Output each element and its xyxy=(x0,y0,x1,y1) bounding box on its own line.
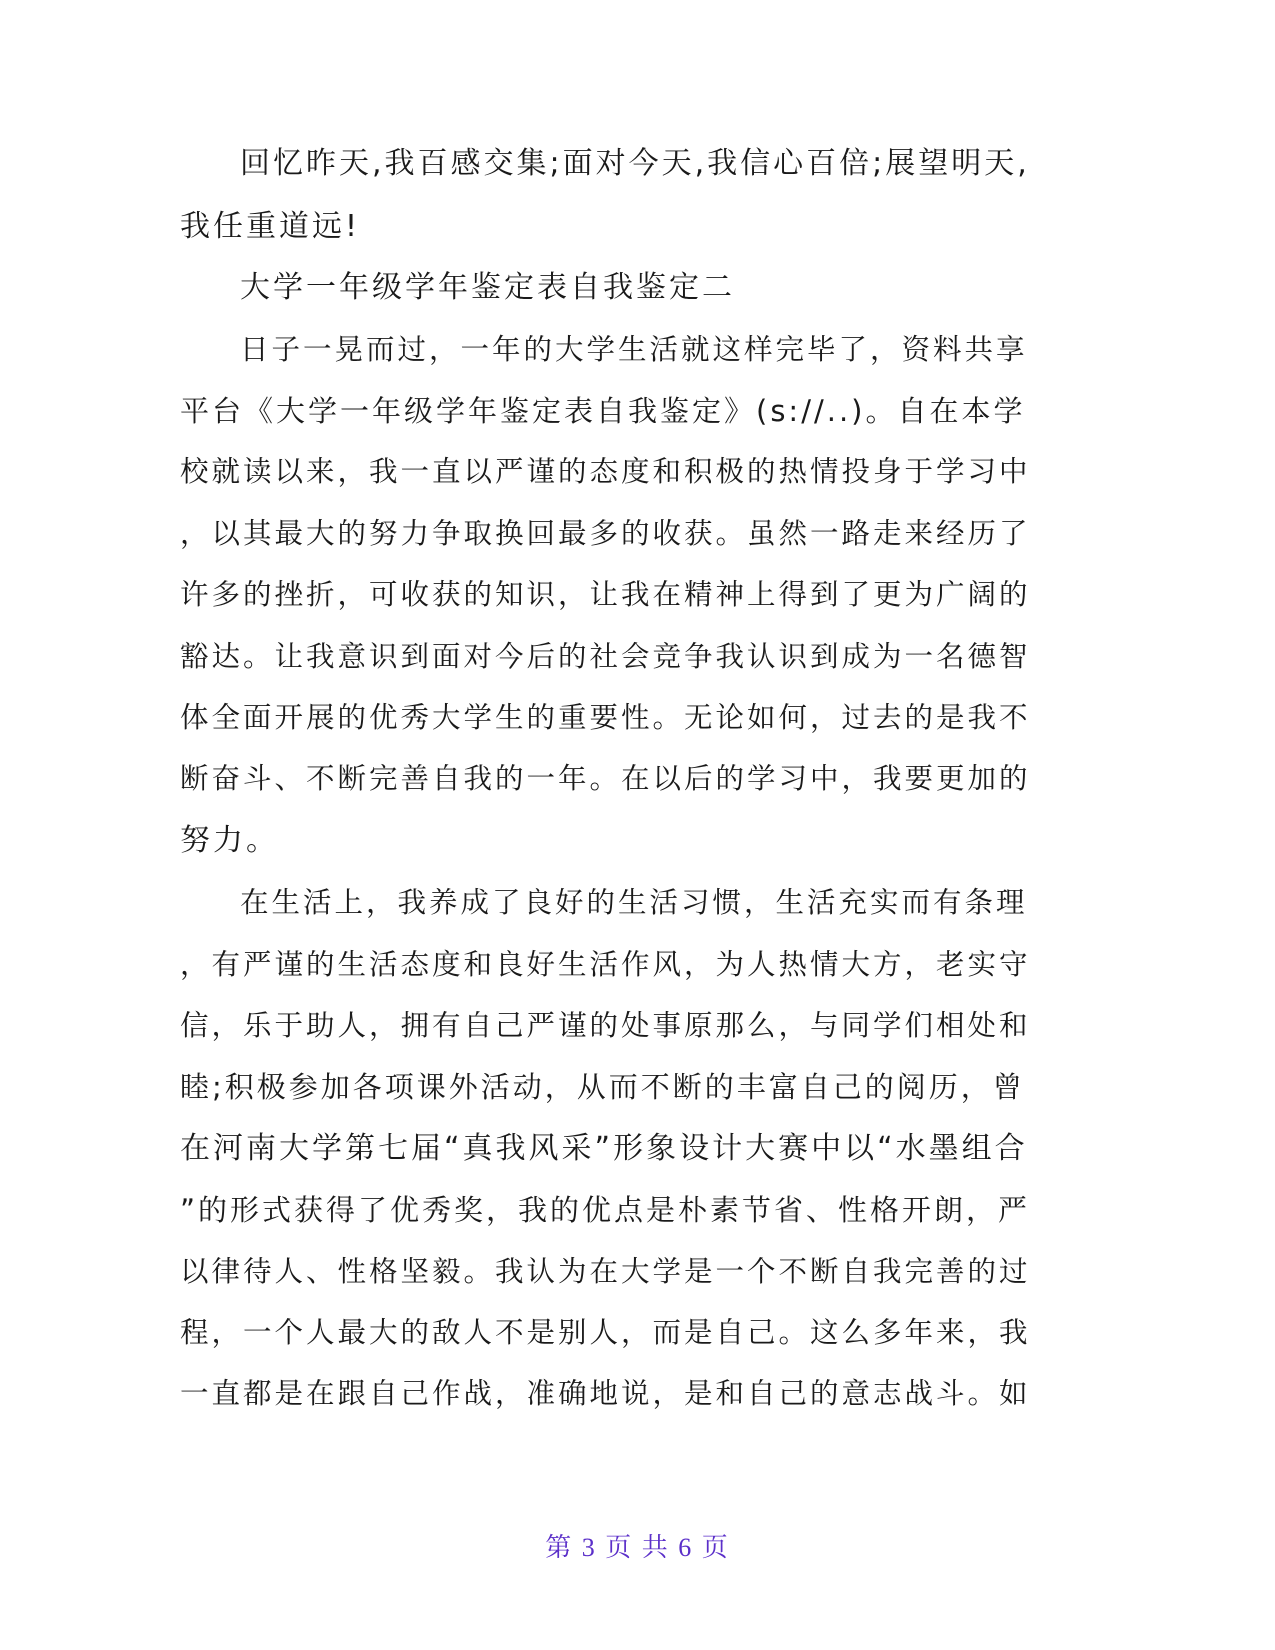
text-line: 平台《大学一年级学年鉴定表自我鉴定》(s://..)。自在本学 xyxy=(180,394,1026,428)
text-line: 信，乐于助人，拥有自己严谨的处事原那么，与同学们相处和 xyxy=(180,1009,1031,1042)
section-heading: 大学一年级学年鉴定表自我鉴定二 xyxy=(240,270,735,305)
text-line: 努力。 xyxy=(180,823,279,858)
text-line: 睦;积极参加各项课外活动，从而不断的丰富自己的阅历，曾 xyxy=(180,1070,1025,1104)
text-line: 体全面开展的优秀大学生的重要性。无论如何，过去的是我不 xyxy=(180,701,1031,734)
text-line: 在生活上，我养成了良好的生活习惯，生活充实而有条理 xyxy=(240,886,1028,919)
text-line: 日子一晃而过，一年的大学生活就这样完毕了，资料共享 xyxy=(240,333,1028,366)
text-line: 一直都是在跟自己作战，准确地说，是和自己的意志战斗。如 xyxy=(180,1377,1031,1410)
text-line: 在河南大学第七届“真我风采”形象设计大赛中以“水墨组合 xyxy=(180,1131,1028,1166)
page-number-footer: 第 3 页 共 6 页 xyxy=(545,1533,730,1562)
text-line: 断奋斗、不断完善自我的一年。在以后的学习中，我要更加的 xyxy=(180,762,1031,795)
text-line: 我任重道远! xyxy=(180,209,361,244)
text-line: 豁达。让我意识到面对今后的社会竞争我认识到成为一名德智 xyxy=(180,640,1031,673)
text-line: 回忆昨天,我百感交集;面对今天,我信心百倍;展望明天, xyxy=(240,146,1030,181)
text-line: 校就读以来，我一直以严谨的态度和积极的热情投身于学习中 xyxy=(180,455,1031,488)
text-line: 程，一个人最大的敌人不是别人，而是自己。这么多年来，我 xyxy=(180,1316,1031,1349)
text-line: ”的形式获得了优秀奖，我的优点是朴素节省、性格开朗，严 xyxy=(180,1193,1031,1227)
text-line: ，以其最大的努力争取换回最多的收获。虽然一路走来经历了 xyxy=(180,517,1031,550)
text-line: ，有严谨的生活态度和良好生活作风，为人热情大方，老实守 xyxy=(180,948,1031,981)
text-line: 许多的挫折，可收获的知识，让我在精神上得到了更为广阔的 xyxy=(180,578,1031,611)
text-line: 以律待人、性格坚毅。我认为在大学是一个不断自我完善的过 xyxy=(180,1255,1031,1288)
